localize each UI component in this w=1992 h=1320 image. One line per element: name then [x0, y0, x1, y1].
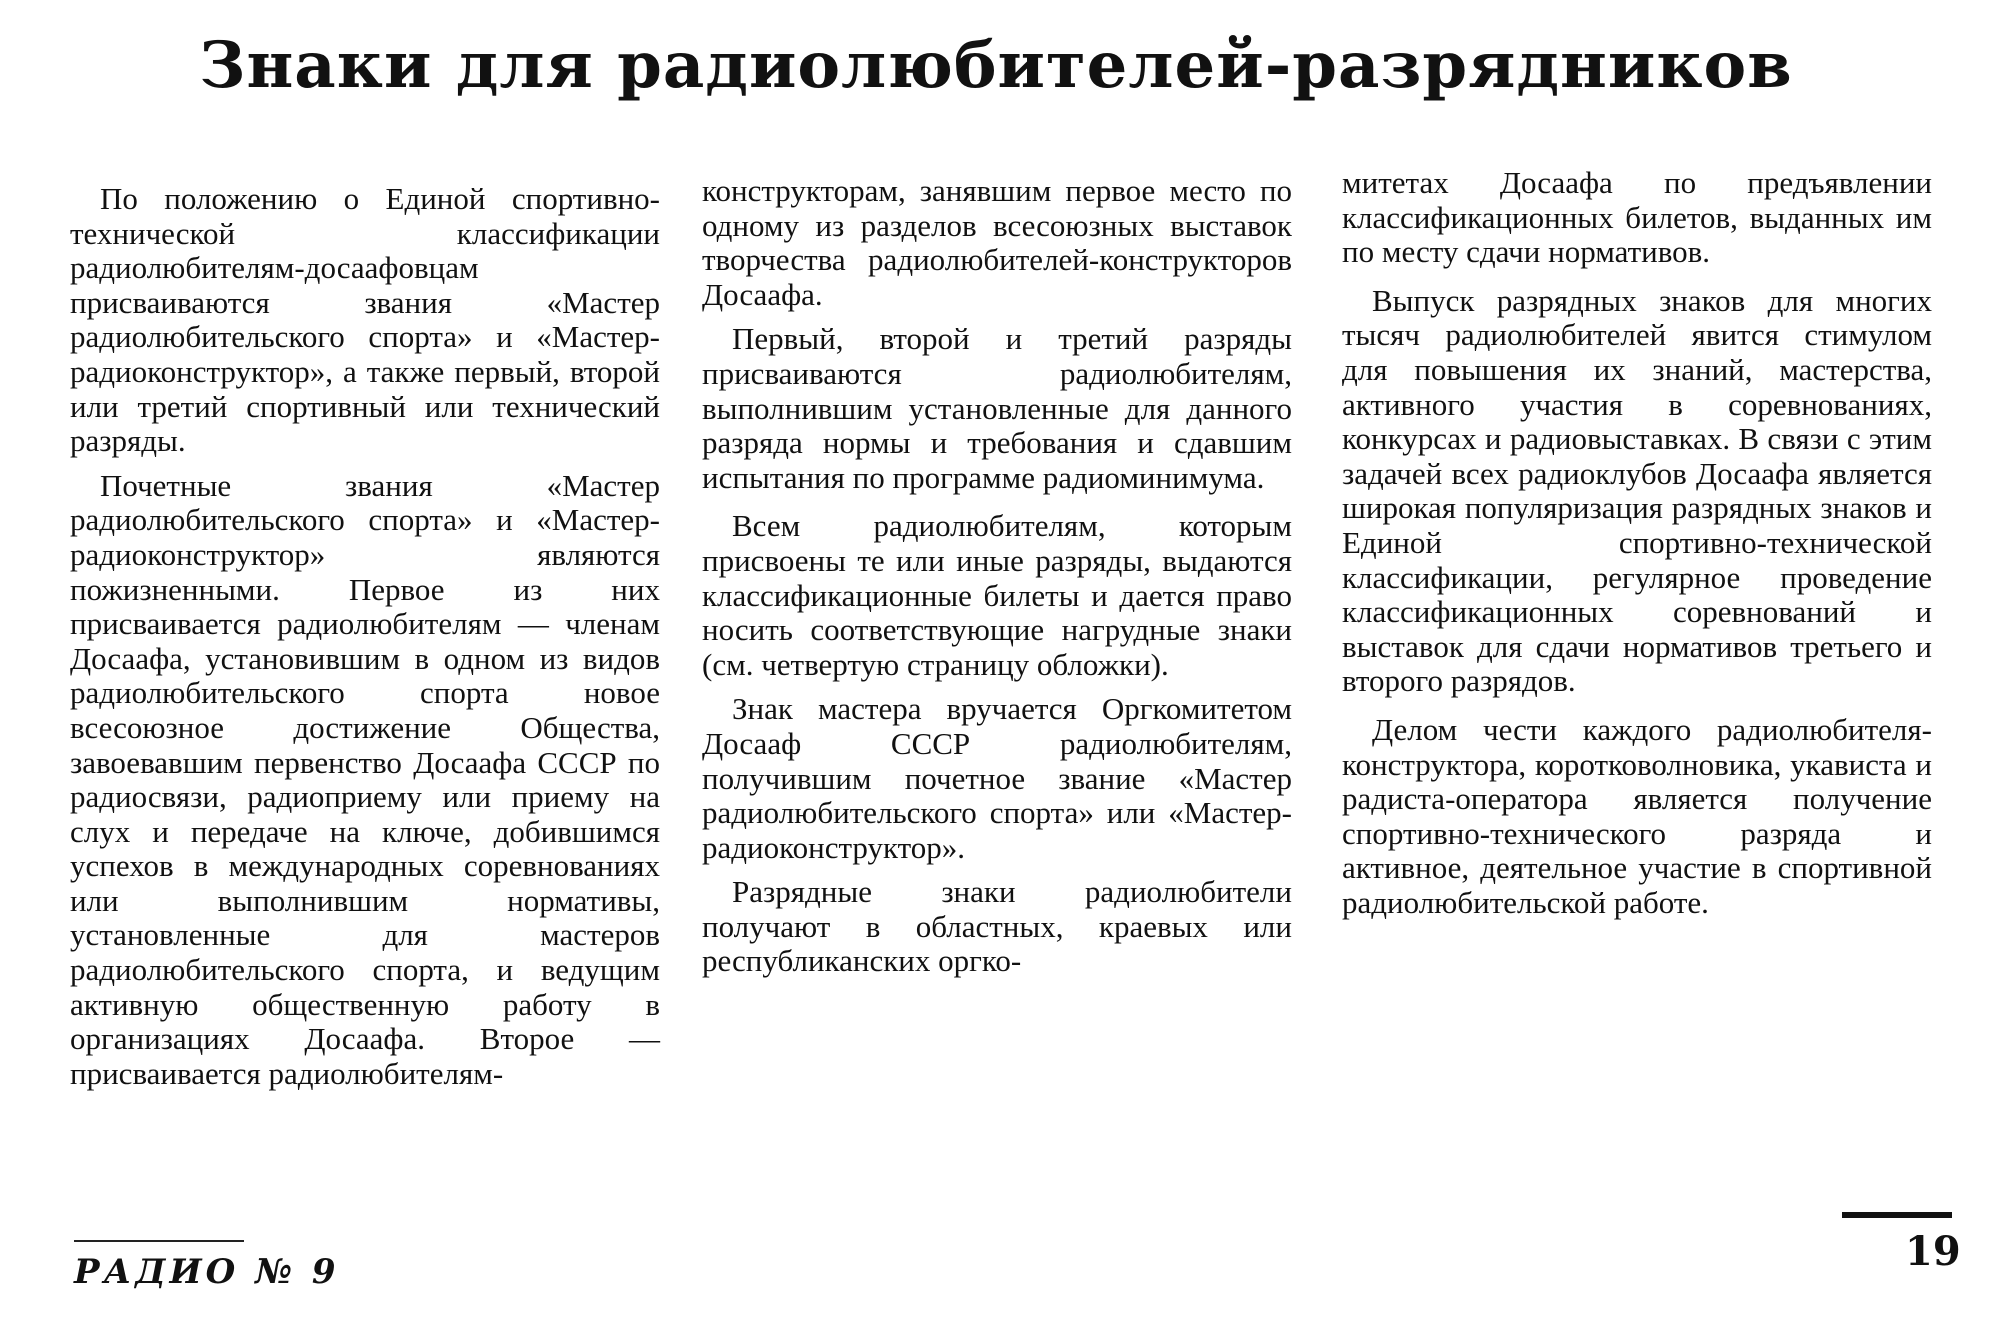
paragraph: митетах Досаафа по предъявлении классификационных билетов, выданных им по месту сдачи нормативов. — [1342, 165, 1932, 270]
paragraph: Всем радиолюбителям, которым присвоены те или иные разряды, выдаются классификационные билеты и дается право носить соответствующие нагрудные знаки (см. четвертую страницу обложки). — [702, 508, 1292, 682]
text-column-3 — [1342, 166, 1932, 930]
paragraph: Выпуск разрядных знаков для многих тысяч радиолюбителей явится стимулом для повышения их знаний, мастерства, активного участия в соревнованиях, конкурсах и радиовыставках. В связи с этим задачей всех радиоклубов Досаафа является широкая популяризация разрядных знаков и Единой спортивно-технической классификации, регулярное проведение классификационных соревнований и выставок для сдачи нормативов третьего и второго разрядов. — [1342, 282, 1932, 699]
paragraph: По положению о Единой спортивно-технической классификации радиолюбителям-досаафовцам присваиваются звания «Мастер радиолюбительского спорта» и «Мастер-радиоконструктор», а также первый, второй или третий спортивный или технический разряды. — [70, 181, 660, 459]
magazine-issue-label: РАДИО № 9 — [74, 1252, 340, 1292]
paragraph: Знак мастера вручается Оргкомитетом Досааф СССР радиолюбителям, получившим почетное звание «Мастер радиолюбительского спорта» или «Мастер-радиоконструктор». — [702, 691, 1292, 865]
footer-rule-left — [74, 1240, 244, 1242]
paragraph: конструкторам, занявшим первое место по одному из разделов всесоюзных выставок творчества радиолюбителей-конструкторов Досаафа. — [702, 173, 1292, 312]
article-title: Знаки для радиолюбителей-разрядников — [199, 28, 1793, 103]
paragraph: Разрядные знаки радиолюбители получают в областных, краевых или республиканских оргко- — [702, 874, 1292, 979]
text-column-2 — [702, 174, 1292, 989]
text-column-1 — [70, 182, 660, 1101]
paragraph: Первый, второй и третий разряды присваиваются радиолюбителям, выполнившим установленные для данного разряда нормы и требования и сдавшим испытания по программе радиоминимума. — [702, 321, 1292, 495]
paragraph: Делом чести каждого радиолюбителя-конструктора, коротковолновика, укависта и радиста-оператора является получение спортивно-технического разряда и активное, деятельное участие в спортивной радиолюбительской работе. — [1342, 711, 1932, 920]
page-number: 19 — [1905, 1228, 1961, 1275]
footer-rule-right — [1842, 1212, 1952, 1218]
paragraph: Почетные звания «Мастер радиолюбительского спорта» и «Мастер-радиоконструктор» являются пожизненными. Первое из них присваивается радиолюбителям — членам Досаафа, установившим в одном из видов радиолюбительского спорта новое всесоюзное достижение Общества, завоевавшим первенство Досаафа СССР по радиосвязи, радиоприему или приему на слух и передаче на ключе, добившимся успехов в международных соревнованиях или выполнившим нормативы, установленные для мастеров радиолюбительского спорта, и ведущим активную общественную работу в организациях Досаафа. Второе — присваивается радиолюбителям- — [70, 467, 660, 1091]
